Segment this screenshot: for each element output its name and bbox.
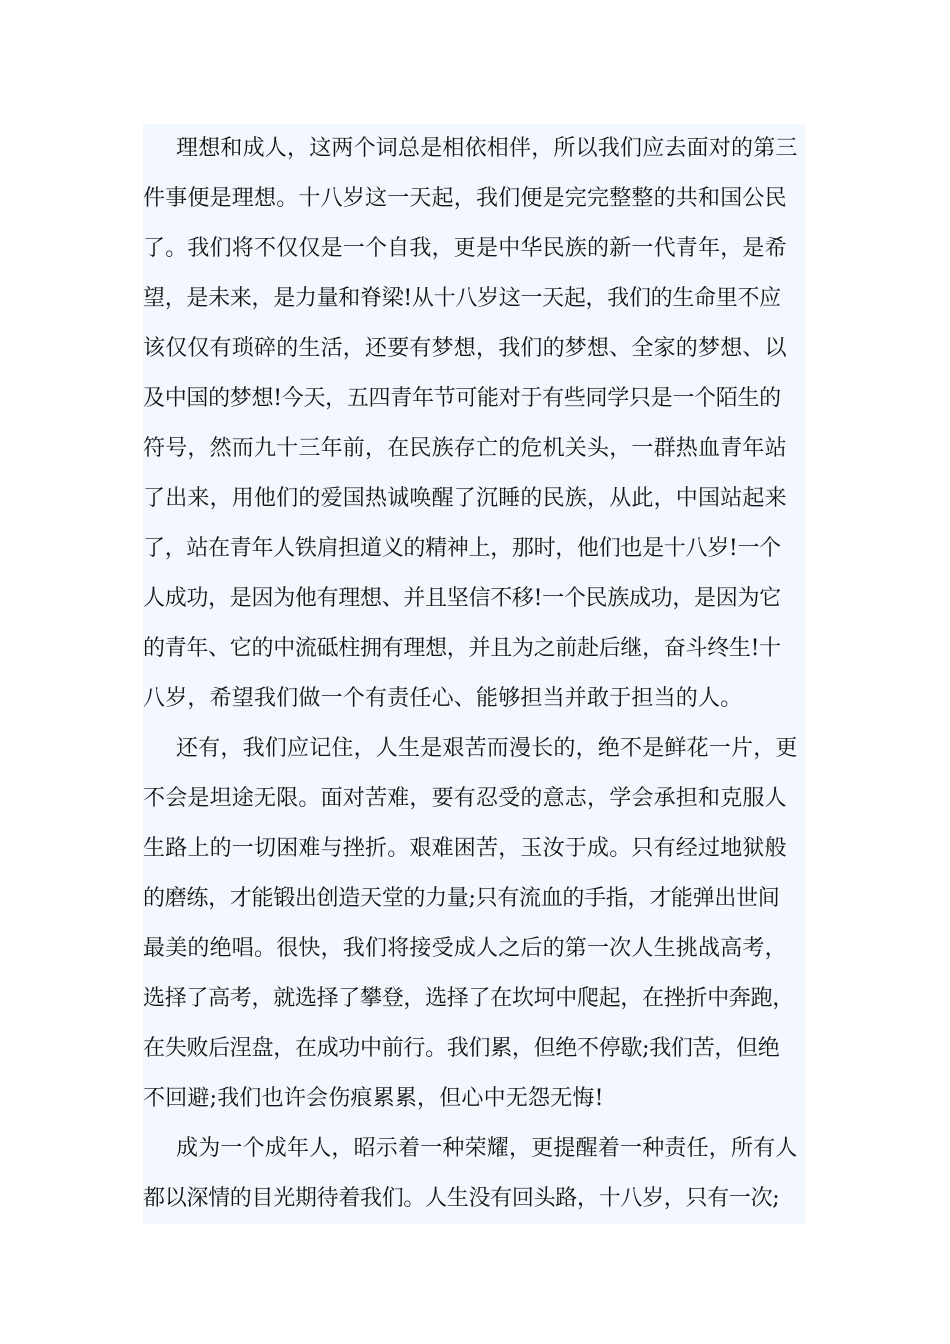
paragraph-2-line-8: 不回避;我们也许会伤痕累累，但心中无怨无悔! [143,1086,604,1111]
paragraph-1-line-2: 件事便是理想。十八岁这一天起，我们便是完完整整的共和国公民 [143,186,787,211]
paragraph-1-line-7: 符号，然而九十三年前，在民族存亡的危机关头，一群热血青年站 [143,436,787,461]
paragraph-2-line-1: 还有，我们应记住，人生是艰苦而漫长的，绝不是鲜花一片，更 [176,736,798,761]
paragraph-3-line-1: 成为一个成年人，昭示着一种荣耀，更提醒着一种责任，所有人 [176,1136,798,1161]
paragraph-1-line-3: 了。我们将不仅仅是一个自我，更是中华民族的新一代青年，是希 [143,236,787,261]
paragraph-1-line-6: 及中国的梦想!今天，五四青年节可能对于有些同学只是一个陌生的 [143,386,781,411]
paragraph-1-line-8: 了出来，用他们的爱国热诚唤醒了沉睡的民族，从此，中国站起来 [143,486,787,511]
paragraph-2-line-2: 不会是坦途无限。面对苦难，要有忍受的意志，学会承担和克服人 [143,786,787,811]
paragraph-1-line-9: 了，站在青年人铁肩担道义的精神上，那时，他们也是十八岁!一个 [143,536,781,561]
paragraph-2-line-5: 最美的绝唱。很快，我们将接受成人之后的第一次人生挑战高考， [143,936,787,961]
paragraph-1-line-1: 理想和成人，这两个词总是相依相伴，所以我们应去面对的第三 [176,136,798,161]
paragraph-3-line-2: 都以深情的目光期待着我们。人生没有回头路，十八岁，只有一次; [143,1186,780,1211]
paragraph-2-line-4: 的磨练，才能锻出创造天堂的力量;只有流血的手指，才能弹出世间 [143,886,780,911]
text-block [143,124,805,1224]
paragraph-1-line-11: 的青年、它的中流砥柱拥有理想，并且为之前赴后继，奋斗终生!十 [143,636,781,661]
paragraph-1-line-5: 该仅仅有琐碎的生活，还要有梦想，我们的梦想、全家的梦想、以 [143,336,787,361]
paragraph-1-line-12: 八岁，希望我们做一个有责任心、能够担当并敢于担当的人。 [143,686,743,711]
paragraph-2-line-3: 生路上的一切困难与挫折。艰难困苦，玉汝于成。只有经过地狱般 [143,836,787,861]
paragraph-2-line-6: 选择了高考，就选择了攀登，选择了在坎坷中爬起，在挫折中奔跑， [143,986,795,1011]
paragraph-1-line-10: 人成功，是因为他有理想、并且坚信不移!一个民族成功，是因为它 [143,586,781,611]
paragraph-1-line-4: 望，是未来，是力量和脊梁!从十八岁这一天起，我们的生命里不应 [143,286,781,311]
paragraph-2-line-7: 在失败后涅盘，在成功中前行。我们累，但绝不停歇;我们苦，但绝 [143,1036,780,1061]
